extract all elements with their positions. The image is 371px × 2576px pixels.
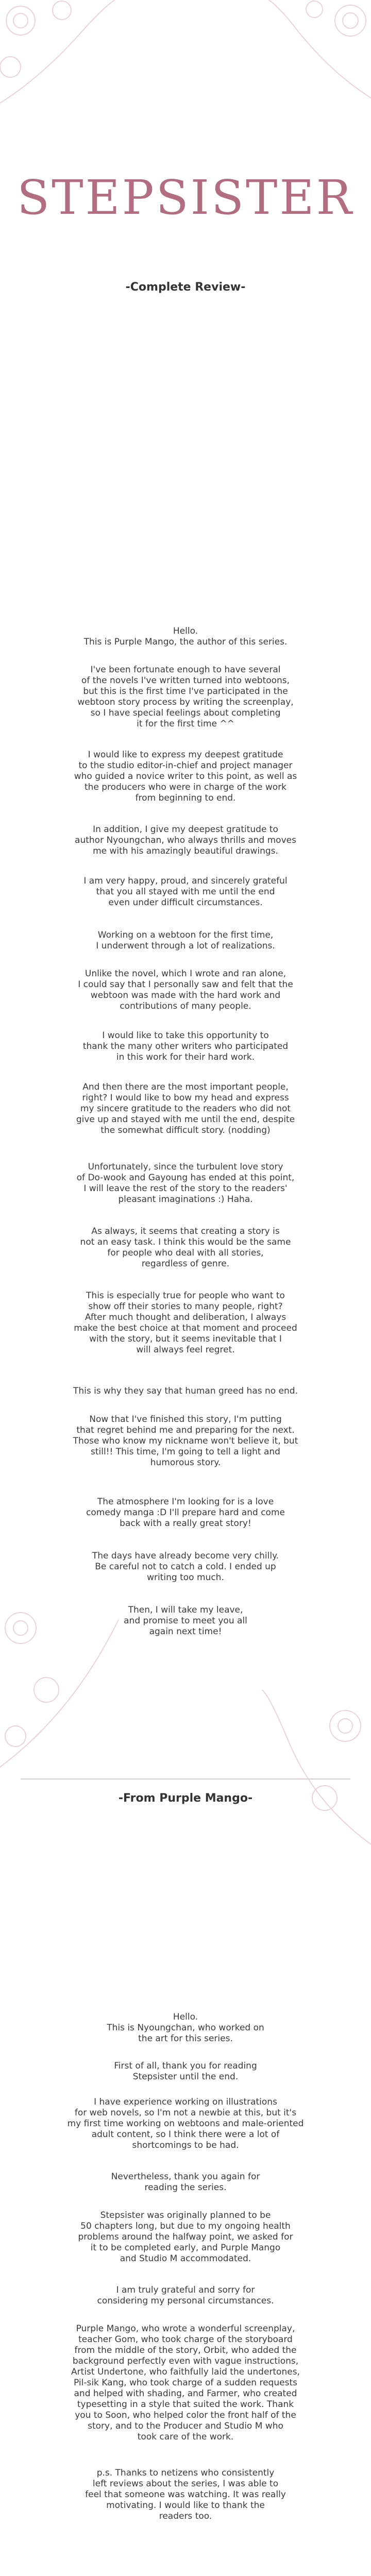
- purple-mango-paragraph: I would like to express my deepest gratitude to the studio editor-in-chief and project manager who guided a novice writer to this point, as well as the producers who were in charge of the work from beginning to end.: [74, 750, 297, 803]
- floral-decoration-right: [258, 1690, 371, 1855]
- purple-mango-paragraph: Hello. This is Purple Mango, the author of this series.: [83, 626, 288, 647]
- nyoungchan-paragraph: Hello. This is Nyoungchan, who worked on the art for this series.: [107, 2012, 264, 2044]
- purple-mango-paragraph: This is especially true for people who want to show off their stories to many people, right? After much thought and deliberation, I always make the best choice at that moment and proceed with the story, but it seems inevitable that I will always feel regret.: [74, 1291, 297, 1355]
- nyoungchan-paragraph: Nevertheless, thank you again for reading the series.: [111, 2172, 260, 2193]
- series-title: STEPSISTER: [17, 170, 354, 225]
- floral-decoration-top-left: [0, 0, 134, 124]
- review-heading: -Complete Review-: [125, 281, 246, 294]
- purple-mango-paragraph: I've been fortunate enough to have several of the novels I've written turned into webtoons, but this is the first time I've participated in the webtoon story process by writing the screenplay, so I have special feelings about completing it for the first time ^^: [77, 665, 294, 729]
- purple-mango-heading: -From Purple Mango-: [118, 1792, 253, 1805]
- nyoungchan-paragraph: First of all, thank you for reading Stepsister until the end.: [114, 2061, 257, 2082]
- purple-mango-paragraph: And then there are the most important people, right? I would like to bow my head and express my sincere gratitude to the readers who did not give up and stayed with me until the end, despite the somewhat difficult story. (nodding): [76, 1082, 295, 1136]
- floral-decoration-left: [0, 1587, 119, 1772]
- purple-mango-paragraph: Then, I will take my leave, and promise to meet you all again next time!: [124, 1605, 247, 1637]
- purple-mango-paragraph: I would like to take this opportunity to thank the many other writers who participated in this work for their hard work.: [82, 1030, 289, 1062]
- purple-mango-paragraph: Unfortunately, since the turbulent love story of Do-wook and Gayoung has ended at this point, I will leave the rest of the story to the readers' pleasant imaginations :) Haha.: [76, 1162, 295, 1205]
- purple-mango-paragraph: As always, it seems that creating a story is not an easy task. I think this would be the same for people who deal with all stories, regardless of genre.: [80, 1226, 291, 1269]
- purple-mango-paragraph: The days have already become very chilly. Be careful not to catch a cold. I ended up writing too much.: [92, 1551, 279, 1583]
- purple-mango-paragraph: Unlike the novel, which I wrote and ran alone, I could say that I personally saw and felt that the webtoon was made with the hard work and contributions of many people.: [78, 969, 293, 1011]
- purple-mango-paragraph: Working on a webtoon for the first time, I underwent through a lot of realizations.: [96, 930, 275, 951]
- purple-mango-paragraph: I am very happy, proud, and sincerely grateful that you all stayed with me until the end even under difficult circumstances.: [83, 876, 288, 908]
- nyoungchan-paragraph: p.s. Thanks to netizens who consistently left reviews about the series, I was able to feel that someone was watching. It was really motivating. I would like to thank the readers too.: [85, 2468, 286, 2521]
- nyoungchan-paragraph: Stepsister was originally planned to be 50 chapters long, but due to my ongoing health problems around the halfway point, we asked for it to be completed early, and Purple Mango and Studio M accommodated.: [78, 2210, 293, 2264]
- nyoungchan-paragraph: Purple Mango, who wrote a wonderful screenplay, teacher Gom, who took charge of the storyboard from the middle of the story, Orbit, who added the background perfectly even with vague instructions, Artist Undertone, who faithfully laid the undertones, Pil-sik Kang, who took charge of a sudden requests and helped with shading, and Farmer, who created typesetting in a style that suited the work. Thank you to Soon, who helped color the front half of the story, and to the Producer and Studio M who took care of the work.: [71, 2324, 300, 2442]
- purple-mango-paragraph: Now that I've finished this story, I'm putting that regret behind me and preparing for the next. Those who know my nickname won't believe it, but still!! This time, I'm going to tell a light and humorous story.: [73, 1414, 298, 1468]
- purple-mango-paragraph: This is why they say that human greed has no end.: [73, 1386, 298, 1396]
- nyoungchan-paragraph: I am truly grateful and sorry for considering my personal circumstances.: [97, 2285, 274, 2306]
- floral-decoration-top-right: [242, 0, 371, 113]
- section-divider: [21, 1778, 350, 1780]
- nyoungchan-paragraph: I have experience working on illustrations for web novels, so I'm not a newbie at this, but it's my first time working on webtoons and male-oriented adult content, so I think there were a lot of shortcomings to be had.: [67, 2097, 304, 2150]
- purple-mango-paragraph: In addition, I give my deepest gratitude to author Nyoungchan, who always thrills and moves me with his amazingly beautiful drawings.: [75, 824, 296, 856]
- purple-mango-paragraph: The atmosphere I'm looking for is a love comedy manga :D I'll prepare hard and come back with a really great story!: [86, 1497, 285, 1529]
